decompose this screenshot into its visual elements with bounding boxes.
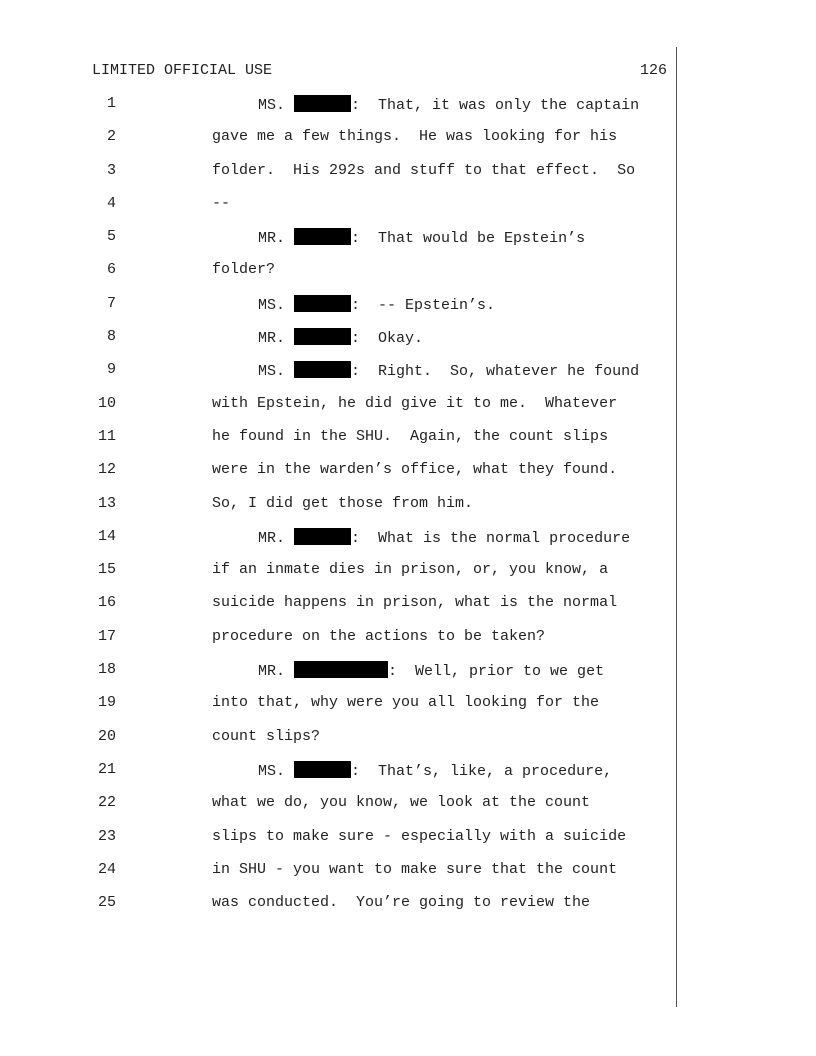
transcript-body [0,95,676,927]
redaction-box [294,361,351,378]
speaker-title: MR. [258,529,286,547]
speaker-title: MR. [258,230,286,248]
speaker-title: MS. [258,296,286,314]
line-content: what we do, you know, we look at the count [212,794,591,812]
line-content: : Right. So, whatever he found [351,363,640,381]
transcript-line [0,861,676,894]
transcript-line [0,428,676,461]
line-number: 20 [97,727,116,745]
transcript-line [0,361,676,394]
line-text [258,528,630,548]
line-text [258,95,639,115]
speaker-title: MR. [258,663,286,681]
line-number: 16 [97,594,116,612]
classification-header: LIMITED OFFICIAL USE [92,62,273,79]
line-number: 14 [97,527,116,545]
redaction-box [294,528,351,545]
line-text [212,261,275,279]
line-number: 2 [106,128,116,146]
transcript-line [0,828,676,861]
line-text [212,395,617,413]
line-text [212,894,590,912]
line-text [212,861,617,879]
transcript-line [0,594,676,627]
line-content: was conducted. You’re going to review the [212,894,591,912]
line-number: 10 [97,394,116,412]
line-text [212,594,617,612]
line-text [258,661,604,681]
line-text [212,561,608,579]
transcript-line [0,728,676,761]
transcript-line [0,561,676,594]
line-number: 9 [106,361,116,379]
transcript-line [0,162,676,195]
line-text [212,694,599,712]
line-text [258,295,495,315]
line-text [212,195,230,213]
line-number: 25 [97,894,116,912]
line-text [258,328,423,348]
line-number: 6 [106,261,116,279]
line-content: : That would be Epstein’s [351,230,586,248]
redaction-box [294,661,388,678]
line-content: : That’s, like, a procedure, [351,762,613,780]
line-content: folder. His 292s and stuff to that effect. So [212,161,636,179]
line-text [212,461,617,479]
line-number: 22 [97,794,116,812]
line-content: were in the warden’s office, what they found. [212,461,618,479]
redaction-box [294,95,351,112]
transcript-line [0,661,676,694]
line-content: he found in the SHU. Again, the count slips [212,427,609,445]
line-content: slips to make sure - especially with a suicide [212,827,627,845]
line-content: in SHU - you want to make sure that the count [212,860,618,878]
line-content: : Okay. [351,330,424,348]
transcript-line [0,128,676,161]
line-text [212,495,473,513]
line-content: gave me a few things. He was looking for his [212,128,618,146]
line-number: 13 [97,494,116,512]
line-content: suicide happens in prison, what is the normal [212,594,618,612]
line-number: 19 [97,694,116,712]
line-text [258,228,585,248]
line-content: with Epstein, he did give it to me. Whatever [212,394,618,412]
transcript-line [0,894,676,927]
line-number: 17 [97,627,116,645]
transcript-line [0,295,676,328]
line-number: 5 [106,228,116,246]
line-number: 21 [97,760,116,778]
line-content: procedure on the actions to be taken? [212,627,546,645]
transcript-line [0,761,676,794]
line-number: 1 [106,95,116,112]
line-text [212,828,626,846]
speaker-title: MR. [258,330,286,348]
line-text [212,794,590,812]
line-number: 11 [97,427,116,445]
transcript-line [0,461,676,494]
transcript-line [0,794,676,827]
transcript-line [0,328,676,361]
transcript-line [0,228,676,261]
transcript-line [0,628,676,661]
speaker-title: MS. [258,762,286,780]
transcript-line [0,528,676,561]
line-content: : That, it was only the captain [351,97,640,114]
line-content: folder? [212,261,276,279]
line-number: 15 [97,561,116,579]
line-number: 4 [106,194,116,212]
transcript-line [0,694,676,727]
line-number: 24 [97,860,116,878]
transcript-line [0,195,676,228]
line-content: if an inmate dies in prison, or, you know, a [212,561,609,579]
redaction-box [294,295,351,312]
transcript-line [0,95,676,128]
line-text [258,361,639,381]
line-number: 8 [106,328,116,346]
line-content: -- [212,194,231,212]
line-number: 7 [106,294,116,312]
line-content: : Well, prior to we get [388,663,605,681]
redaction-box [294,328,351,345]
line-number: 23 [97,827,116,845]
line-content: count slips? [212,727,321,745]
transcript-line [0,261,676,294]
transcript-line [0,395,676,428]
line-content: : -- Epstein’s. [351,296,496,314]
redaction-box [294,761,351,778]
line-text [258,761,612,781]
speaker-title: MS. [258,363,286,381]
line-content: into that, why were you all looking for the [212,694,600,712]
line-text [212,128,617,146]
right-margin-rule [676,47,677,1007]
line-number: 12 [97,461,116,479]
line-text [212,628,545,646]
page-number: 126 [639,62,667,79]
line-number: 3 [106,161,116,179]
redaction-box [294,228,351,245]
line-content: : What is the normal procedure [351,529,631,547]
transcript-line [0,495,676,528]
line-text [212,728,320,746]
speaker-title: MS. [258,97,286,114]
line-text [212,162,635,180]
line-number: 18 [97,661,116,679]
line-content: So, I did get those from him. [212,494,474,512]
line-text [212,428,608,446]
